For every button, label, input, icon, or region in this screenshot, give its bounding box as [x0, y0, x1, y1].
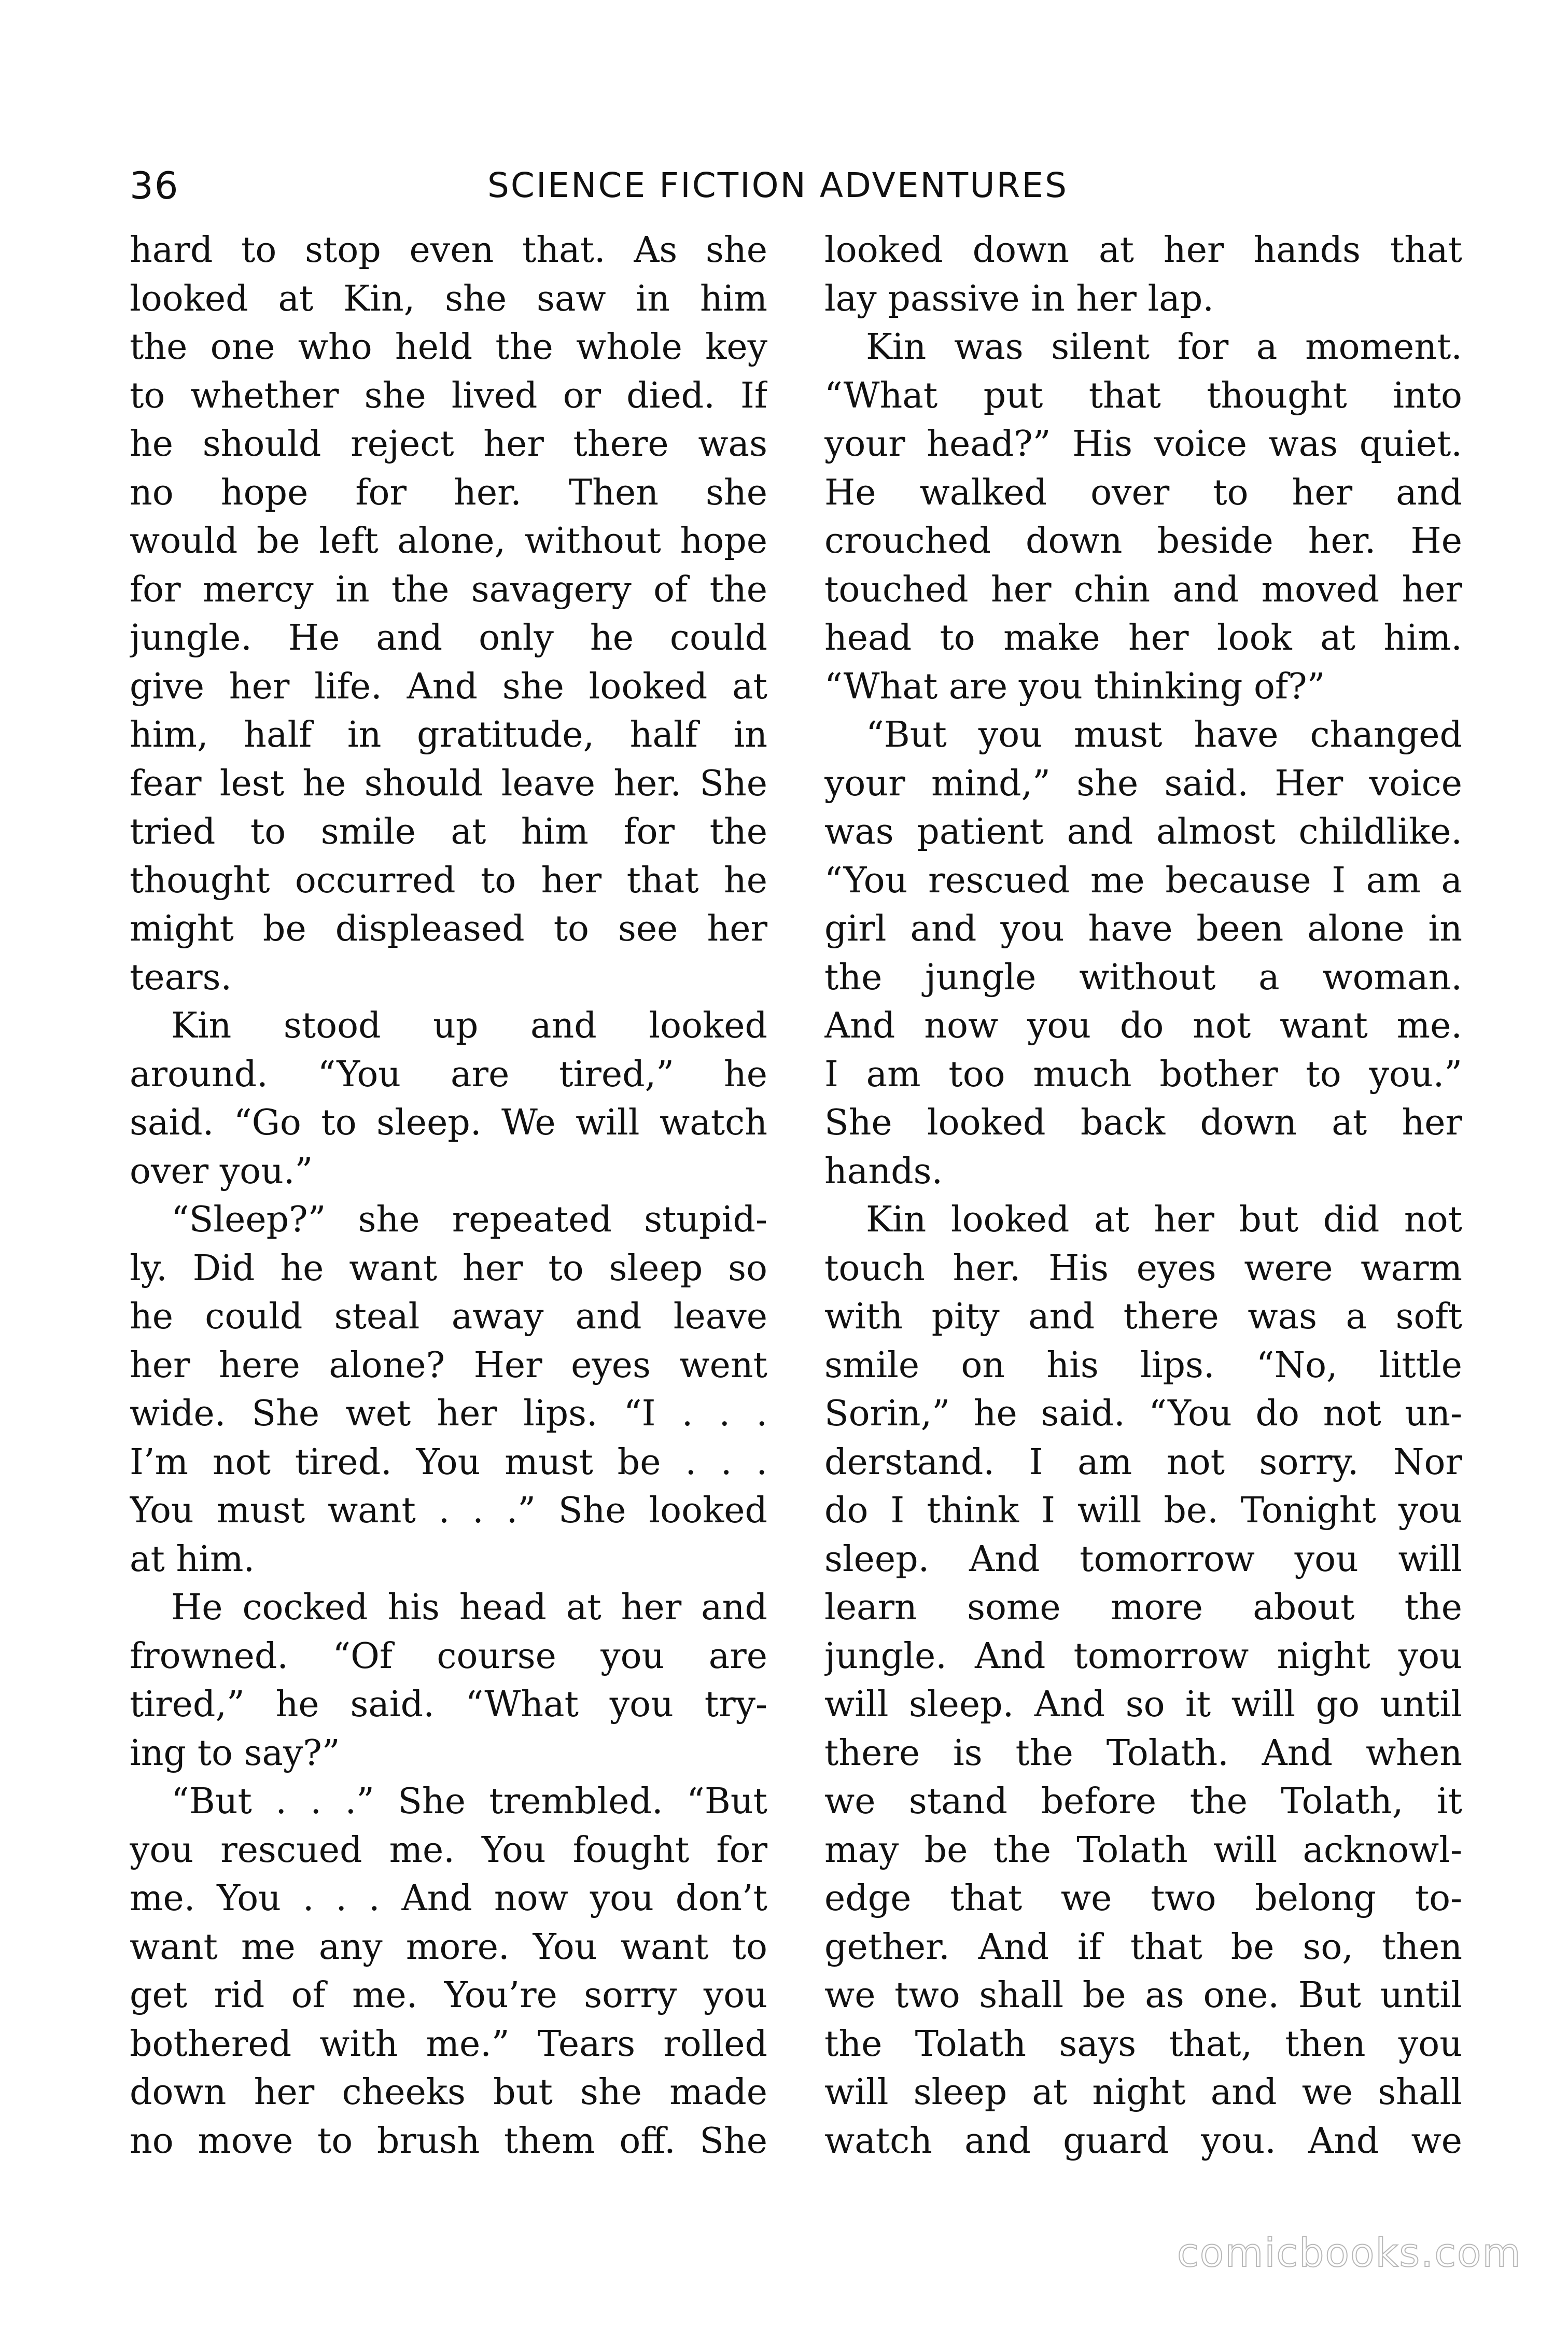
left-column-text-line: he should reject her there was: [130, 424, 767, 465]
right-column-text-line: He walked over to her and: [824, 472, 1462, 513]
left-column-text-line: around. “You are tired,” he: [130, 1054, 767, 1095]
running-head: SCIENCE FICTION ADVENTURES: [487, 165, 1068, 205]
right-column-text-line: I am too much bother to you.”: [824, 1054, 1462, 1095]
right-column-text-line: Sorin,” he said. “You do not un-: [824, 1393, 1462, 1434]
left-column-text-line: “Sleep?” she repeated stupid-: [171, 1199, 767, 1240]
left-column-text-line: I’m not tired. You must be . . .: [130, 1441, 767, 1483]
right-column-text-line: we two shall be as one. But until: [824, 1975, 1462, 2016]
right-column-text-line: we stand before the Tolath, it: [824, 1781, 1462, 1822]
left-column-text-line: would be left alone, without hope: [130, 521, 767, 562]
left-column-text-line: no move to brush them off. She: [130, 2120, 767, 2162]
site-watermark: comicbooks.com: [1177, 2230, 1522, 2276]
left-column-text-line: give her life. And she looked at: [130, 666, 767, 707]
page-number: 36: [130, 164, 179, 207]
left-column-text-line: tears.: [130, 957, 232, 998]
right-column-text-line: was patient and almost childlike.: [824, 811, 1462, 852]
left-column-text-line: for mercy in the savagery of the: [130, 569, 767, 610]
left-column-text-line: wide. She wet her lips. “I . . .: [130, 1393, 767, 1434]
right-column-text-line: the Tolath says that, then you: [824, 2023, 1462, 2065]
right-column-text-line: “What put that thought into: [824, 375, 1462, 416]
left-column-text-line: Kin stood up and looked: [171, 1005, 767, 1046]
right-column-text-line: crouched down beside her. He: [824, 521, 1462, 562]
left-column-text-line: looked at Kin, she saw in him: [130, 278, 767, 319]
left-column-text-line: thought occurred to her that he: [130, 860, 767, 901]
left-column-text-line: he could steal away and leave: [130, 1296, 767, 1337]
right-column-text-line: there is the Tolath. And when: [824, 1732, 1462, 1774]
left-column-text-line: him, half in gratitude, half in: [130, 714, 767, 755]
left-column-text-line: You must want . . .” She looked: [130, 1490, 767, 1531]
left-text-column: [130, 226, 767, 2165]
right-column-text-line: “What are you thinking of?”: [824, 666, 1325, 707]
right-column-text-line: looked down at her hands that: [824, 230, 1462, 271]
left-column-text-line: said. “Go to sleep. We will watch: [130, 1102, 767, 1143]
right-column-text-line: lay passive in her lap.: [824, 278, 1214, 319]
right-column-text-line: your head?” His voice was quiet.: [824, 424, 1462, 465]
right-column-text-line: may be the Tolath will acknowl-: [824, 1829, 1462, 1871]
left-column-text-line: tired,” he said. “What you try-: [130, 1684, 767, 1725]
right-column-text-line: jungle. And tomorrow night you: [824, 1635, 1462, 1677]
left-column-text-line: ly. Did he want her to sleep so: [130, 1247, 767, 1289]
right-column-text-line: derstand. I am not sorry. Nor: [824, 1441, 1462, 1483]
right-column-text-line: your mind,” she said. Her voice: [824, 763, 1462, 804]
right-column-text-line: “You rescued me because I am a: [824, 860, 1462, 901]
right-column-text-line: watch and guard you. And we: [824, 2120, 1462, 2162]
right-column-text-line: the jungle without a woman.: [824, 957, 1462, 998]
right-column-text-line: touched her chin and moved her: [824, 569, 1462, 610]
left-column-text-line: want me any more. You want to: [130, 1926, 767, 1968]
right-column-text-line: And now you do not want me.: [824, 1005, 1462, 1046]
left-column-text-line: tried to smile at him for the: [130, 811, 767, 852]
left-column-text-line: down her cheeks but she made: [130, 2072, 767, 2113]
left-column-text-line: “But . . .” She trembled. “But: [171, 1781, 767, 1822]
right-column-text-line: “But you must have changed: [866, 714, 1462, 755]
right-column-text-line: head to make her look at him.: [824, 618, 1462, 658]
left-column-text-line: fear lest he should leave her. She: [130, 763, 767, 804]
left-column-text-line: get rid of me. You’re sorry you: [130, 1975, 767, 2016]
right-column-text-line: will sleep at night and we shall: [824, 2072, 1462, 2113]
left-column-text-line: no hope for her. Then she: [130, 472, 767, 513]
left-column-text-line: at him.: [130, 1538, 255, 1580]
right-column-text-line: will sleep. And so it will go until: [824, 1684, 1462, 1725]
right-column-text-line: girl and you have been alone in: [824, 908, 1462, 949]
left-column-text-line: to whether she lived or died. If: [130, 375, 767, 416]
right-column-text-line: learn some more about the: [824, 1587, 1462, 1628]
left-column-text-line: jungle. He and only he could: [130, 618, 767, 658]
right-column-text-line: do I think I will be. Tonight you: [824, 1490, 1462, 1531]
left-column-text-line: the one who held the whole key: [130, 327, 767, 368]
left-column-text-line: He cocked his head at her and: [171, 1587, 767, 1628]
right-column-text-line: touch her. His eyes were warm: [824, 1247, 1462, 1289]
right-column-text-line: She looked back down at her: [824, 1102, 1462, 1143]
right-column-text-line: edge that we two belong to-: [824, 1878, 1462, 1919]
left-column-text-line: you rescued me. You fought for: [130, 1829, 767, 1871]
left-column-text-line: hard to stop even that. As she: [130, 230, 767, 271]
right-column-text-line: with pity and there was a soft: [824, 1296, 1462, 1337]
left-column-text-line: me. You . . . And now you don’t: [130, 1878, 767, 1919]
right-column-text-line: Kin was silent for a moment.: [866, 327, 1462, 368]
right-column-text-line: gether. And if that be so, then: [824, 1926, 1462, 1968]
left-column-text-line: ing to say?”: [130, 1732, 340, 1774]
left-column-text-line: might be displeased to see her: [130, 908, 767, 949]
right-column-text-line: sleep. And tomorrow you will: [824, 1538, 1462, 1580]
left-column-text-line: frowned. “Of course you are: [130, 1635, 767, 1677]
left-column-text-line: over you.”: [130, 1151, 313, 1192]
right-column-text-line: Kin looked at her but did not: [866, 1199, 1462, 1240]
right-column-text-line: smile on his lips. “No, little: [824, 1344, 1462, 1386]
right-text-column: [824, 226, 1462, 2165]
right-column-text-line: hands.: [824, 1151, 943, 1192]
left-column-text-line: bothered with me.” Tears rolled: [130, 2023, 767, 2065]
left-column-text-line: her here alone? Her eyes went: [130, 1344, 767, 1386]
